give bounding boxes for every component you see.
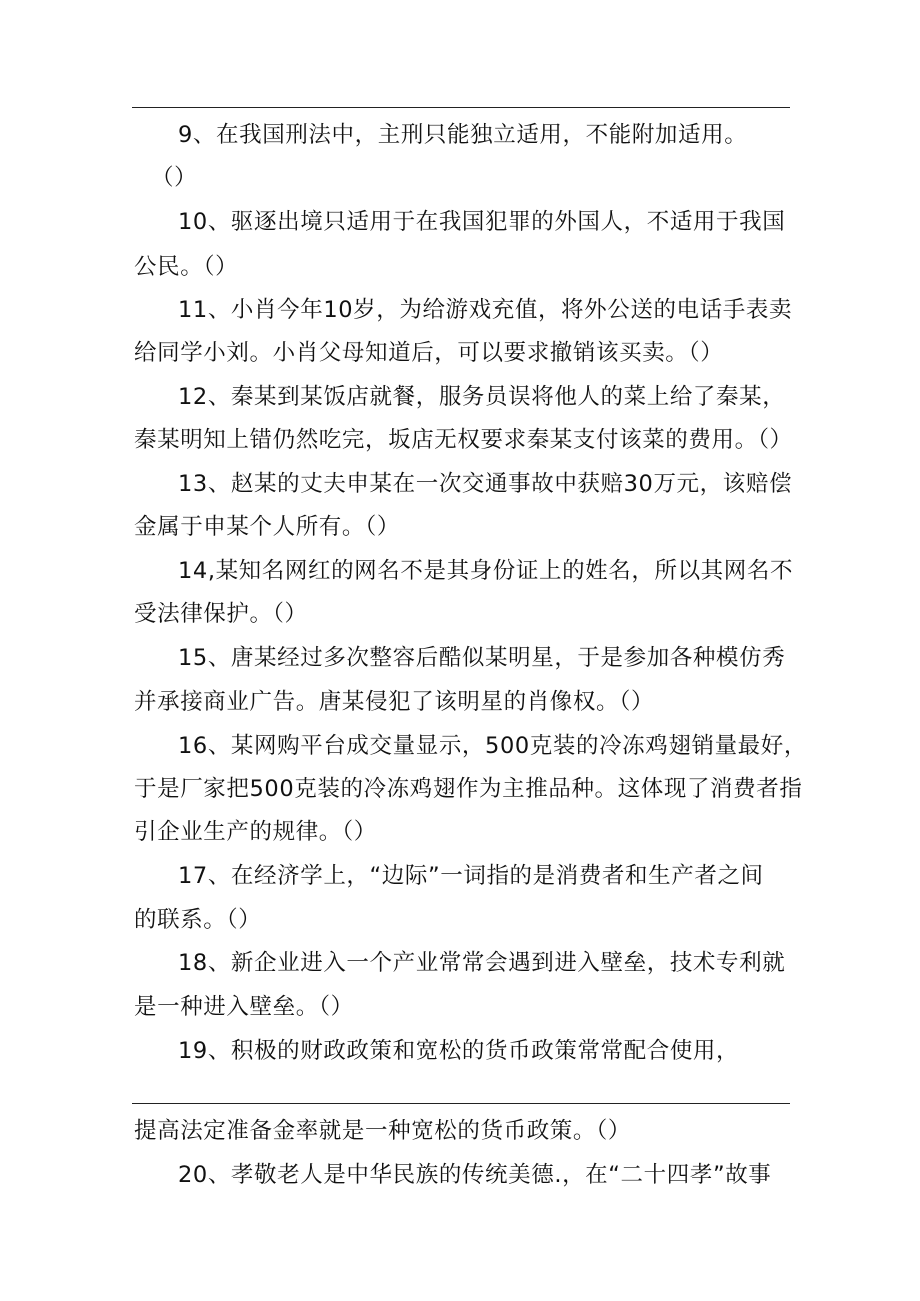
question-text-line: 秦某明知上错仍然吃完，坂店无权要求秦某支付该菜的费用。（） bbox=[134, 427, 793, 453]
question-text-line: 11、小肖今年10岁，为给游戏充值，将外公送的电话手表卖 bbox=[178, 297, 793, 323]
question-text-line: 9、在我国刑法中，主刑只能独立适用，不能附加适用。 bbox=[178, 122, 748, 148]
question-text-line: 20、孝敬老人是中华民族的传统美德.，在“二十四孝”故事 bbox=[178, 1162, 772, 1188]
question-text-line: 17、在经济学上，“边际”一词指的是消费者和生产者之间 bbox=[178, 863, 764, 889]
question-text-line: 是一种进入壁垒。（） bbox=[134, 994, 354, 1020]
question-text-line: 给同学小刘。小肖父母知道后，可以要求撤销该买卖。（） bbox=[134, 340, 724, 366]
question-text-line: 13、赵某的丈夫申某在一次交通事故中获赔30万元，该赔偿 bbox=[178, 471, 793, 497]
question-text-line: 10、驱逐出境只适用于在我国犯罪的外国人，不适用于我国 bbox=[178, 209, 786, 235]
question-text-line: 14,某知名网红的网名不是其身份证上的姓名，所以其网名不 bbox=[178, 558, 794, 584]
header-rule bbox=[132, 107, 790, 108]
question-text-line: 于是厂家把500克装的冷冻鸡翅作为主推品种。这体现了消费者指 bbox=[134, 776, 803, 802]
answer-blank: （） bbox=[151, 165, 198, 191]
question-text-line: 引企业生产的规律。（） bbox=[134, 819, 377, 845]
question-text-line: 15、唐某经过多次整容后酷似某明星，于是参加各种模仿秀 bbox=[178, 645, 786, 671]
question-text-line: 18、新企业进入一个产业常常会遇到进入壁垒，技术专利就 bbox=[178, 950, 786, 976]
question-text-line: 16、某网购平台成交量显示，500克装的冷冻鸡翅销量最好， bbox=[178, 733, 807, 759]
question-text-line: 19、积极的财政政策和宽松的货币政策常常配合使用， bbox=[178, 1038, 740, 1064]
question-text-line: 的联系。（） bbox=[134, 907, 262, 933]
question-text-line: 公民。（） bbox=[134, 254, 239, 280]
question-text-line: 12、秦某到某饭店就餐，服务员误将他人的菜上给了秦某， bbox=[178, 384, 786, 410]
question-text-line: 金属于申某个人所有。（） bbox=[134, 514, 400, 540]
page-break-rule bbox=[132, 1103, 790, 1104]
question-text-line: 并承接商业广告。唐某侵犯了该明星的肖像权。（） bbox=[134, 689, 655, 715]
question-text-line: 受法律保护。（） bbox=[134, 601, 308, 627]
question-text-line: 提高法定准备金率就是一种宽松的货币政策。（） bbox=[134, 1118, 631, 1144]
